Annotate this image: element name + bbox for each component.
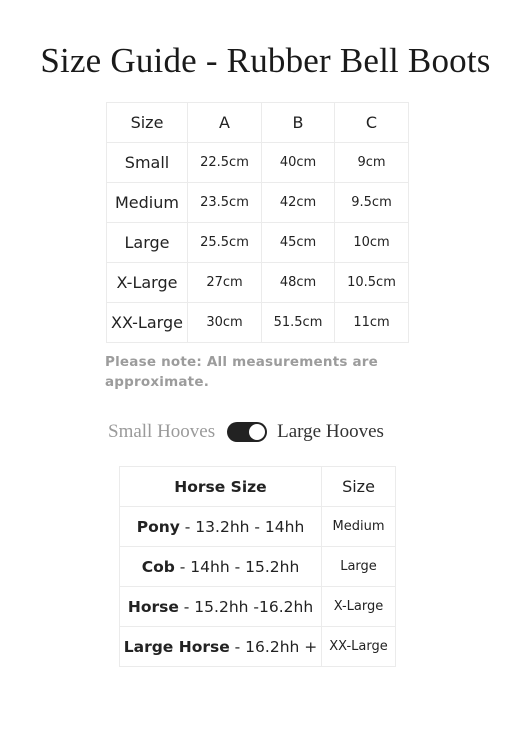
horse-type-name: Horse: [127, 597, 179, 616]
measure-c-cell: 9.5cm: [335, 183, 409, 223]
horse-type-cell: [120, 627, 322, 667]
measure-c-cell: 10cm: [335, 223, 409, 263]
size-name-cell: Large: [107, 223, 188, 263]
size-table-header-row: [107, 103, 409, 143]
horse-type-cell: [120, 547, 322, 587]
page-title: Size Guide - Rubber Bell Boots: [40, 41, 491, 80]
measure-b-cell: 42cm: [262, 183, 335, 223]
size-header-b: B: [262, 103, 335, 143]
size-table: [106, 102, 409, 343]
size-name-cell: X-Large: [107, 263, 188, 303]
table-row: [120, 627, 396, 667]
size-header-a: A: [188, 103, 262, 143]
measure-c-cell: 10.5cm: [335, 263, 409, 303]
size-header-size: Size: [107, 103, 188, 143]
horse-type-name: Cob: [141, 557, 175, 576]
table-row: [107, 143, 409, 183]
measure-b-cell: 40cm: [262, 143, 335, 183]
large-hooves-label[interactable]: Large Hooves: [277, 421, 384, 442]
table-row: [120, 587, 396, 627]
table-row: [107, 183, 409, 223]
table-row: [107, 223, 409, 263]
size-name-cell: Small: [107, 143, 188, 183]
recommended-size-cell: Medium: [322, 507, 396, 547]
recommended-size-cell: X-Large: [322, 587, 396, 627]
measure-a-cell: 22.5cm: [188, 143, 262, 183]
recommended-size-cell: Large: [322, 547, 396, 587]
measure-b-cell: 45cm: [262, 223, 335, 263]
recommended-size-cell: XX-Large: [322, 627, 396, 667]
hoof-size-toggle[interactable]: [227, 422, 267, 442]
size-name-cell: Medium: [107, 183, 188, 223]
horse-type-name: Pony: [136, 517, 180, 536]
horse-type-cell: [120, 587, 322, 627]
size-header-c: C: [335, 103, 409, 143]
horse-size-table: [119, 466, 396, 667]
horse-table-header-row: [120, 467, 396, 507]
measurement-note: Please note: All measurements are approximate.: [105, 354, 379, 390]
measure-c-cell: 11cm: [335, 303, 409, 343]
measure-b-cell: 48cm: [262, 263, 335, 303]
height-range: - 14hh - 15.2hh: [174, 557, 300, 576]
measure-b-cell: 51.5cm: [262, 303, 335, 343]
table-row: [120, 547, 396, 587]
measure-a-cell: 25.5cm: [188, 223, 262, 263]
measure-a-cell: 27cm: [188, 263, 262, 303]
hoof-size-toggle-row: [108, 419, 384, 445]
measure-c-cell: 9cm: [335, 143, 409, 183]
toggle-knob: [249, 424, 265, 440]
height-range: - 16.2hh +: [229, 637, 318, 656]
horse-size-header: Horse Size: [120, 467, 322, 507]
size-header: Size: [322, 467, 396, 507]
measure-a-cell: 30cm: [188, 303, 262, 343]
table-row: [107, 303, 409, 343]
small-hooves-label[interactable]: Small Hooves: [108, 421, 216, 442]
horse-type-cell: [120, 507, 322, 547]
table-row: [107, 263, 409, 303]
table-row: [120, 507, 396, 547]
horse-type-name: Large Horse: [123, 637, 230, 656]
measure-a-cell: 23.5cm: [188, 183, 262, 223]
height-range: - 15.2hh -16.2hh: [178, 597, 314, 616]
height-range: - 13.2hh - 14hh: [179, 517, 305, 536]
size-name-cell: XX-Large: [107, 303, 188, 343]
